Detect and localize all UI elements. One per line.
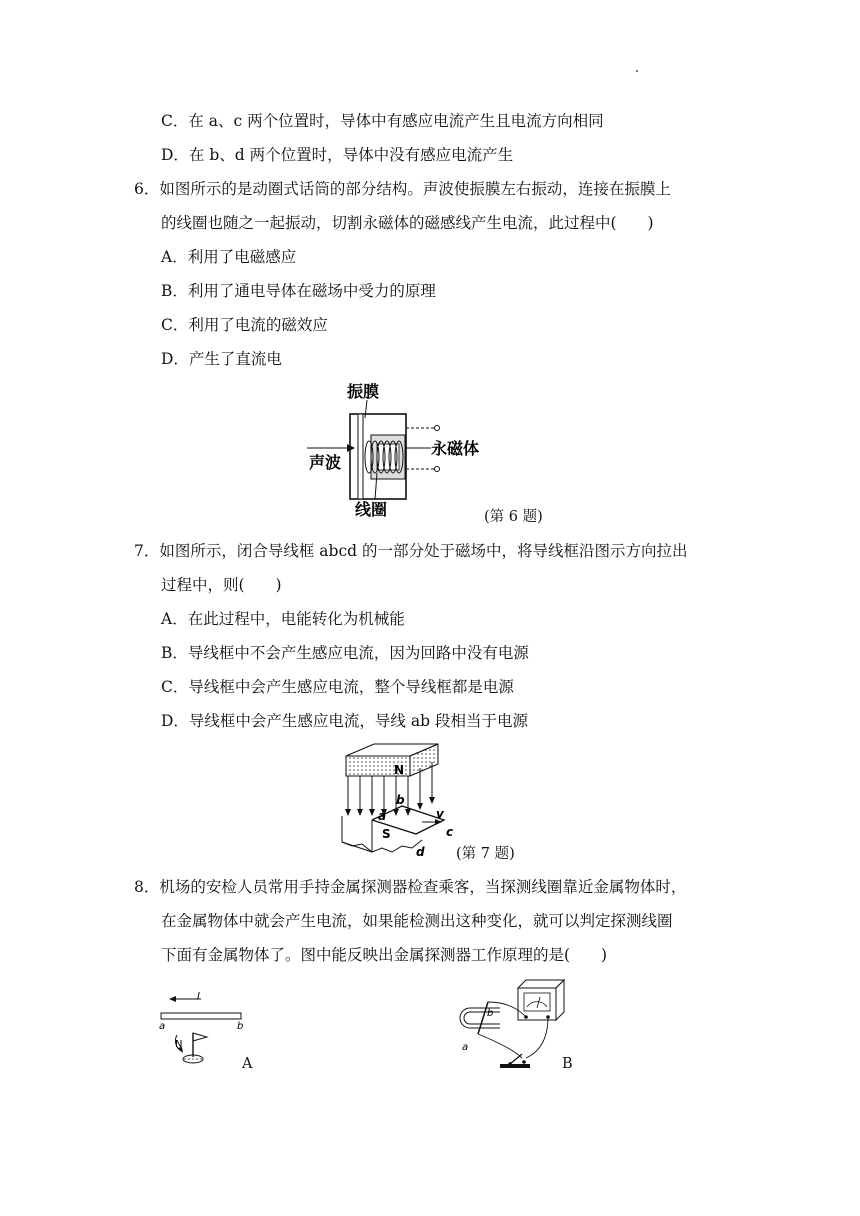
label-S: S	[382, 827, 391, 841]
option-b-label: B	[562, 1056, 573, 1072]
q6-stem-line2: 的线圈也随之一起振动，切割永磁体的磁感线产生电流，此过程中( )	[161, 214, 654, 232]
label-d: d	[416, 845, 425, 859]
q6-option-d: D．产生了直流电	[161, 350, 282, 368]
label-coil: 线圈	[355, 500, 388, 519]
label-v: v	[436, 807, 444, 821]
label-b: b	[396, 793, 405, 807]
label-b: b	[237, 1021, 244, 1032]
q7-stem-line1: 7．如图所示，闭合导线框 abcd 的一部分处于磁场中，将导线框沿图示方向拉出	[134, 542, 688, 560]
label-a: a	[378, 809, 387, 823]
q6-option-a: A．利用了电磁感应	[161, 248, 297, 266]
wire-frame-diagram	[332, 740, 467, 860]
label-c: c	[446, 825, 454, 839]
q7-option-d: D．导线框中会产生感应电流，导线 ab 段相当于电源	[161, 712, 528, 730]
microphone-diagram	[305, 378, 505, 523]
figure-7-caption: (第 7 题)	[456, 846, 515, 862]
label-a: a	[462, 1042, 469, 1053]
q6-option-c: C．利用了电流的磁效应	[161, 316, 328, 334]
q5-option-c: C．在 a、c 两个位置时，导体中有感应电流产生且电流方向相同	[161, 112, 604, 130]
label-I: I	[197, 991, 200, 1002]
q6-option-b: B．利用了通电导体在磁场中受力的原理	[161, 282, 436, 300]
q5-option-d: D．在 b、d 两个位置时，导体中没有感应电流产生	[161, 146, 514, 164]
q7-option-b: B．导线框中不会产生感应电流，因为回路中没有电源	[161, 644, 529, 662]
q7-option-c: C．导线框中会产生感应电流，整个导线框都是电源	[161, 678, 514, 696]
q7-stem-line2: 过程中，则( )	[161, 576, 282, 594]
label-magnet: 永磁体	[431, 439, 480, 458]
q7-option-a: A．在此过程中，电能转化为机械能	[161, 610, 405, 628]
figure-6-caption: (第 6 题)	[484, 509, 543, 525]
page-speck	[636, 70, 638, 72]
q8-stem-line1: 8．机场的安检人员常用手持金属探测器检查乘客，当探测线圈靠近金属物体时，	[134, 878, 687, 896]
q8-stem-line3: 下面有金属物体了。图中能反映出金属探测器工作原理的是( )	[161, 946, 608, 964]
q6-stem-line1: 6．如图所示的是动圈式话筒的部分结构。声波使振膜左右振动，连接在振膜上	[134, 180, 671, 198]
label-membrane: 振膜	[347, 382, 380, 401]
q8-stem-line2: 在金属物体中就会产生电流，如果能检测出这种变化，就可以判定探测线圈	[161, 912, 673, 930]
label-a: a	[159, 1021, 166, 1032]
label-N: N	[394, 763, 405, 777]
label-sound: 声波	[309, 453, 342, 472]
label-N: N	[175, 1039, 183, 1050]
option-a-label: A	[242, 1056, 253, 1072]
label-b: b	[487, 1008, 494, 1019]
